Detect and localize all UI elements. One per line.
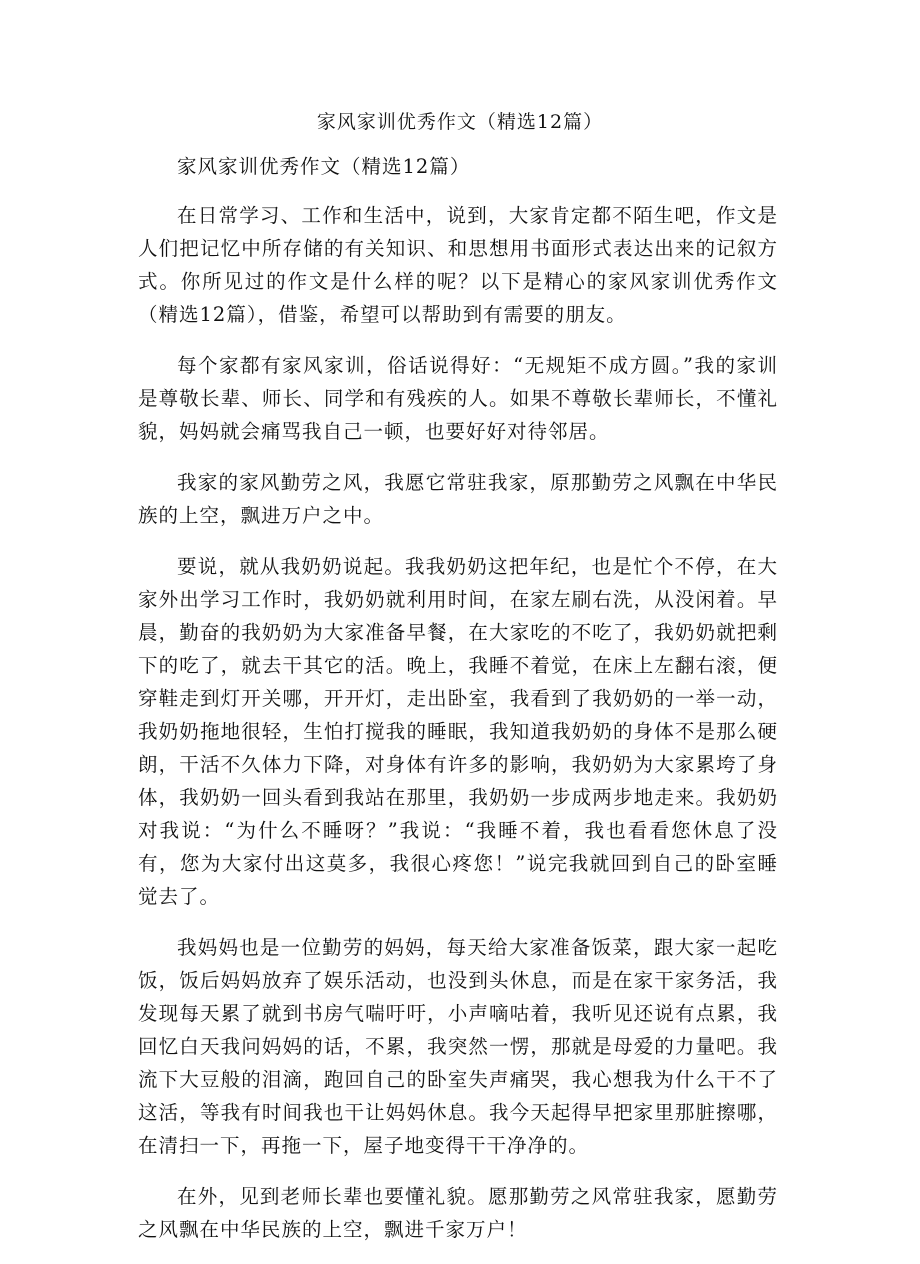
paragraph-subtitle: 家风家训优秀作文（精选12篇） <box>177 155 471 178</box>
paragraph-family-style: 我家的家风勤劳之风，我愿它常驻我家，原那勤劳之风飘在中华民族的上空，飘进万户之中。 <box>138 471 778 527</box>
paragraph-family-rules: 每个家都有家风家训，俗话说得好：“无规矩不成方圆。”我的家训是尊敬长辈、师长、同学和有残疾的人。如果不尊敬长辈师长，不懂礼貌，妈妈就会痛骂我自己一顿，也要好好对待邻居。 <box>138 354 778 443</box>
document-title: 家风家训优秀作文（精选12篇） <box>316 111 604 133</box>
paragraph-grandma: 要说，就从我奶奶说起。我我奶奶这把年纪，也是忙个不停，在大家外出学习工作时，我奶奶就利用时间，在家左刷右洗，从没闲着。早晨，勤奋的我奶奶为大家准备早餐，在大家吃的不吃了，我奶奶就把剩下的吃了，就去干其它的活。晚上，我睡不着觉，在床上左翻右滚，便穿鞋走到灯开关哪，开开灯，走出卧室，我看到了我奶奶的一举一动，我奶奶拖地很轻，生怕打搅我的睡眠，我知道我奶奶的身体不是那么硬朗，干活不久体力下降，对身体有许多的影响，我奶奶为大家累垮了身体，我奶奶一回头看到我站在那里，我奶奶一步成两步地走来。我奶奶对我说：“为什么不睡呀？”我说：“我睡不着，我也看看您休息了没有，您为大家付出这莫多，我很心疼您！”说完我就回到自己的卧室睡觉去了。 <box>138 555 778 908</box>
paragraph-intro: 在日常学习、工作和生活中，说到，大家肯定都不陌生吧，作文是人们把记忆中所存储的有关知识、和思想用书面形式表达出来的记叙方式。你所见过的作文是什么样的呢？以下是精心的家风家训优秀作文（精选12篇），借鉴，希望可以帮助到有需要的朋友。 <box>138 204 778 326</box>
paragraph-mom: 我妈妈也是一位勤劳的妈妈，每天给大家准备饭菜，跟大家一起吃饭，饭后妈妈放弃了娱乐活动，也没到头休息，而是在家干家务活，我发现每天累了就到书房气喘吁吁，小声嘀咕着，我听见还说有点累，我回忆白天我问妈妈的话，不累，我突然一愣，那就是母爱的力量吧。我流下大豆般的泪滴，跑回自己的卧室失声痛哭，我心想我为什么干不了这活，等我有时间我也干让妈妈休息。我今天起得早把家里那脏擦哪，在清扫一下，再拖一下，屋子地变得干干净净的。 <box>138 936 778 1157</box>
paragraph-closing: 在外，见到老师长辈也要懂礼貌。愿那勤劳之风常驻我家，愿勤劳之风飘在中华民族的上空，飘进千家万户！ <box>138 1185 778 1241</box>
document-body <box>138 150 778 1264</box>
